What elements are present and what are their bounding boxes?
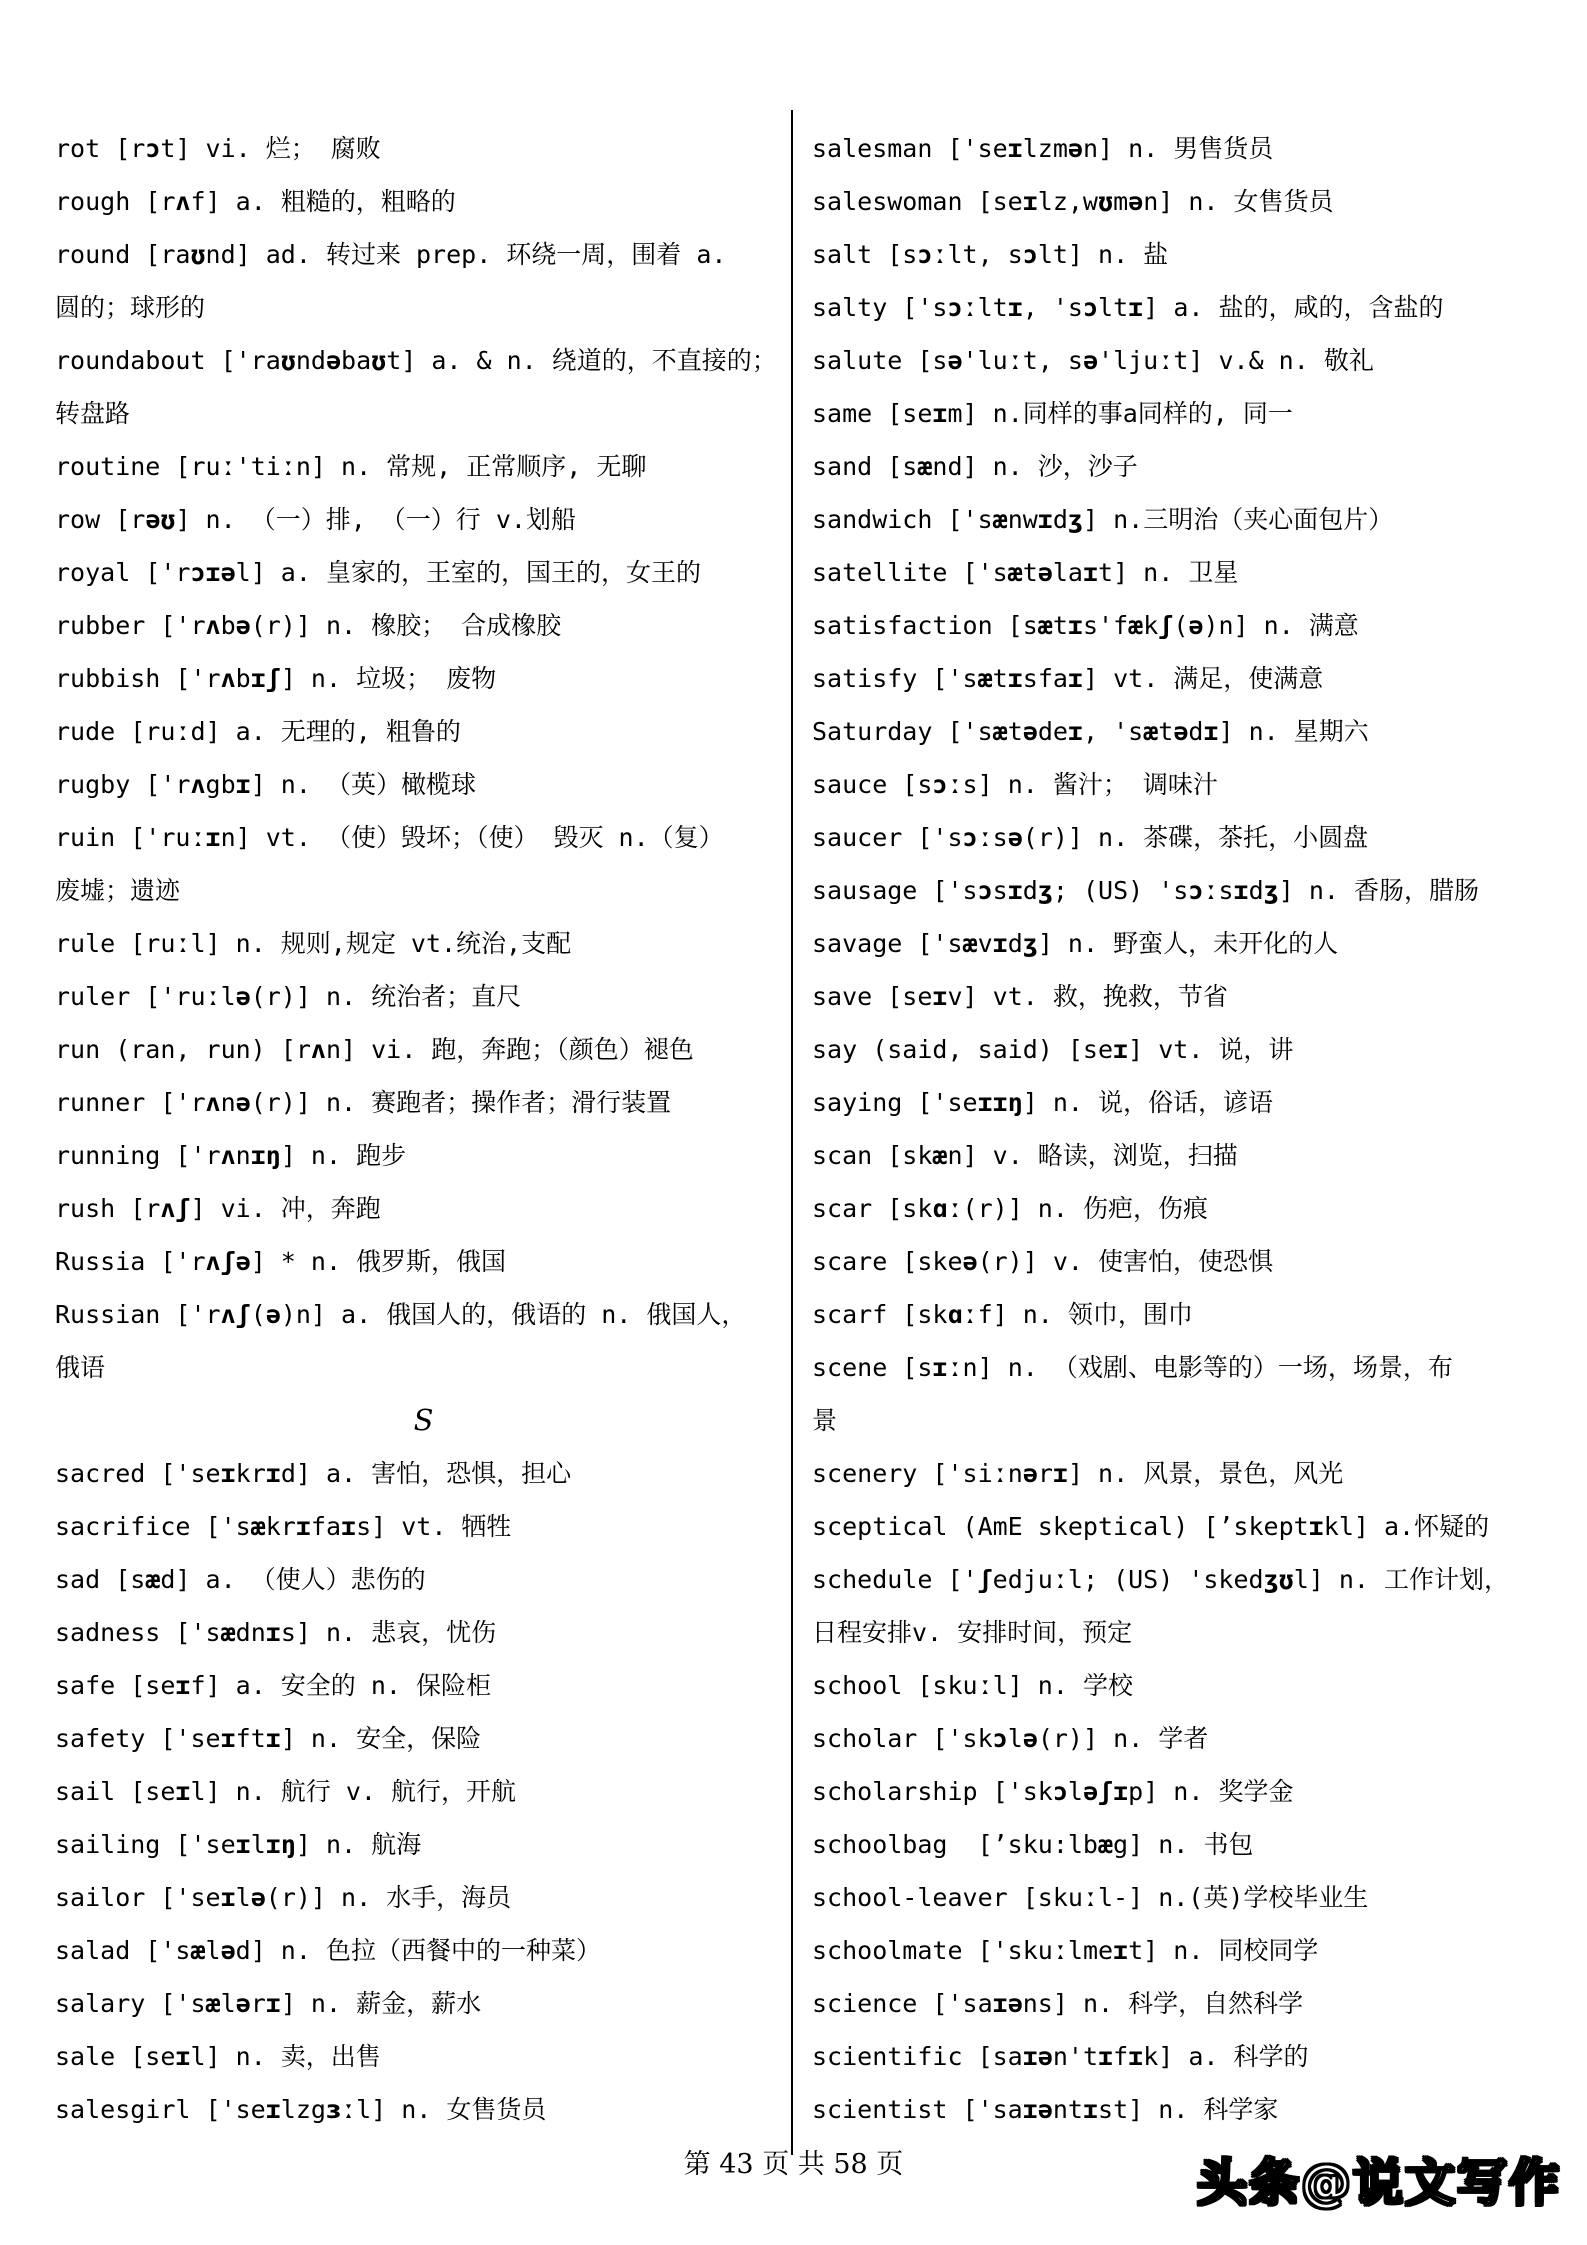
dict-entry-line: ruin ['ruːɪn] vt. （使）毁坏；（使） 毁灭 n.（复） xyxy=(55,823,724,852)
dict-entry-line: sand [sænd] n. 沙，沙子 xyxy=(812,452,1138,481)
dict-entry-line: sacred ['seɪkrɪd] a. 害怕，恐惧，担心 xyxy=(55,1459,572,1488)
dict-entry-line: satisfaction [sætɪs'fækʃ(ə)n] n. 满意 xyxy=(812,611,1359,640)
dict-entry-wrap-line: 废墟；遗迹 xyxy=(55,876,181,905)
dict-entry-line: round [raʊnd] ad. 转过来 prep. 环绕一周，围着 a. xyxy=(55,240,727,269)
dict-entry-line: rude [ruːd] a. 无理的, 粗鲁的 xyxy=(55,717,461,746)
dict-entry-line: royal ['rɔɪəl] a. 皇家的，王室的，国王的，女王的 xyxy=(55,558,701,587)
dict-entry-line: saucer ['sɔːsə(r)] n. 茶碟，茶托，小圆盘 xyxy=(812,823,1369,852)
dict-entry-line: salute [sə'luːt, sə'ljuːt] v.& n. 敬礼 xyxy=(812,346,1374,375)
dict-entry-line: Russian ['rʌʃ(ə)n] a. 俄国人的，俄语的 n. 俄国人， xyxy=(55,1300,747,1329)
dict-entry-line: run (ran, run) [rʌn] vi. 跑，奔跑；（颜色）褪色 xyxy=(55,1035,694,1064)
dict-entry-line: sandwich ['sænwɪdʒ] n.三明治（夹心面包片） xyxy=(812,505,1394,534)
dict-entry-line: scan [skæn] v. 略读，浏览，扫描 xyxy=(812,1141,1238,1170)
dict-entry-line: satellite ['sætəlaɪt] n. 卫星 xyxy=(812,558,1239,587)
dict-entry-line: sailor ['seɪlə(r)] n. 水手，海员 xyxy=(55,1883,512,1912)
dict-entry-line: sailing ['seɪlɪŋ] n. 航海 xyxy=(55,1830,422,1859)
dict-entry-line: salary ['sælərɪ] n. 薪金，薪水 xyxy=(55,1989,482,2018)
dict-entry-line: safety ['seɪftɪ] n. 安全，保险 xyxy=(55,1724,482,1753)
dict-entry-line: scene [sɪːn] n. （戏剧、电影等的）一场，场景，布 xyxy=(812,1353,1453,1382)
dict-entry-line: row [rəʊ] n. （一）排, （一）行 v.划船 xyxy=(55,505,576,534)
dict-entry-line: scholar ['skɔlə(r)] n. 学者 xyxy=(812,1724,1209,1753)
dict-entry-wrap-line: 景 xyxy=(812,1406,838,1435)
dict-entry-line: satisfy ['sætɪsfaɪ] vt. 满足，使满意 xyxy=(812,664,1324,693)
dict-entry-line: scholarship ['skɔləʃɪp] n. 奖学金 xyxy=(812,1777,1294,1806)
page-number-footer: 第 43 页 共 58 页 xyxy=(683,2149,904,2180)
dict-entry-line: say (said, said) [seɪ] vt. 说，讲 xyxy=(812,1035,1294,1064)
dict-entry-line: rubbish ['rʌbɪʃ] n. 垃圾； 废物 xyxy=(55,664,497,693)
dict-entry-line: rubber ['rʌbə(r)] n. 橡胶； 合成橡胶 xyxy=(55,611,562,640)
dict-entry-line: school [skuːl] n. 学校 xyxy=(812,1671,1133,1700)
dict-entry-line: sad [sæd] a. （使人）悲伤的 xyxy=(55,1565,426,1594)
dict-entry-line: Russia ['rʌʃə] * n. 俄罗斯，俄国 xyxy=(55,1247,507,1276)
dict-entry-line: routine [ruː'tiːn] n. 常规, 正常顺序, 无聊 xyxy=(55,452,647,481)
watermark: 头条@说文写作 xyxy=(1197,2154,1561,2212)
dict-entry-line: ruler ['ruːlə(r)] n. 统治者；直尺 xyxy=(55,982,522,1011)
dict-entry-line: schoolmate ['skuːlmeɪt] n. 同校同学 xyxy=(812,1936,1319,1965)
dict-entry-line: save [seɪv] vt. 救，挽救，节省 xyxy=(812,982,1228,1011)
right-column xyxy=(792,122,1587,2136)
dict-entry-line: salty ['sɔːltɪ, 'sɔltɪ] a. 盐的，咸的，含盐的 xyxy=(812,293,1444,322)
dict-entry-line: scenery ['siːnərɪ] n. 风景，景色，风光 xyxy=(812,1459,1344,1488)
dict-entry-line: sauce [sɔːs] n. 酱汁； 调味汁 xyxy=(812,770,1218,799)
dict-entry-line: scientist ['saɪəntɪst] n. 科学家 xyxy=(812,2095,1279,2124)
dict-entry-line: salad ['sæləd] n. 色拉（西餐中的一种菜） xyxy=(55,1936,601,1965)
dict-entry-line: rush [rʌʃ] vi. 冲，奔跑 xyxy=(55,1194,381,1223)
dict-entry-line: scarf [skɑːf] n. 领巾，围巾 xyxy=(812,1300,1193,1329)
dict-entry-line: roundabout ['raʊndəbaʊt] a. & n. 绕道的，不直接的； xyxy=(55,346,777,375)
dict-entry-line: rough [rʌf] a. 粗糙的，粗略的 xyxy=(55,187,456,216)
dict-entry-line: runner ['rʌnə(r)] n. 赛跑者；操作者；滑行装置 xyxy=(55,1088,672,1117)
dict-entry-wrap-line: 圆的；球形的 xyxy=(55,293,206,322)
dict-entry-line: schoolbag [’sku:lbæg] n. 书包 xyxy=(812,1830,1254,1859)
dict-entry-line: sausage ['sɔsɪdʒ; (US) 'sɔːsɪdʒ] n. 香肠，腊肠 xyxy=(812,876,1479,905)
dict-entry-line: salt [sɔːlt, sɔlt] n. 盐 xyxy=(812,240,1169,269)
dict-entry-line: sale [seɪl] n. 卖，出售 xyxy=(55,2042,381,2071)
dict-entry-line: sadness ['sædnɪs] n. 悲哀，忧伤 xyxy=(55,1618,497,1647)
dict-entry-line: savage ['sævɪdʒ] n. 野蛮人，未开化的人 xyxy=(812,929,1339,958)
dict-entry-line: sceptical (AmE skeptical) [’skeptɪkl] a.怀疑的 xyxy=(812,1512,1490,1541)
dict-entry-line: scientific [saɪən'tɪfɪk] a. 科学的 xyxy=(812,2042,1309,2071)
dict-entry-line: running ['rʌnɪŋ] n. 跑步 xyxy=(55,1141,407,1170)
dict-entry-line: salesman ['seɪlzmən] n. 男售货员 xyxy=(812,134,1274,163)
dict-entry-line: salesgirl ['seɪlzgɜːl] n. 女售货员 xyxy=(55,2095,547,2124)
dict-entry-line: same [seɪm] n.同样的事a同样的, 同一 xyxy=(812,399,1293,428)
dict-entry-line: sacrifice ['sækrɪfaɪs] vt. 牺牲 xyxy=(55,1512,512,1541)
dict-entry-line: sail [seɪl] n. 航行 v. 航行，开航 xyxy=(55,1777,516,1806)
dict-entry-line: scare [skeə(r)] v. 使害怕，使恐惧 xyxy=(812,1247,1273,1276)
dict-entry-line: science ['saɪəns] n. 科学，自然科学 xyxy=(812,1989,1304,2018)
column-divider-line xyxy=(791,110,793,2155)
dict-entry-line: rule [ruːl] n. 规则,规定 vt.统治,支配 xyxy=(55,929,572,958)
dict-entry-line: scar [skɑː(r)] n. 伤疤，伤痕 xyxy=(812,1194,1208,1223)
section-header-s: S xyxy=(413,1403,434,1437)
dict-entry-line: saying ['seɪɪŋ] n. 说，俗话，谚语 xyxy=(812,1088,1274,1117)
dict-entry-line: Saturday ['sætədeɪ, 'sætədɪ] n. 星期六 xyxy=(812,717,1369,746)
dict-entry-wrap-line: 转盘路 xyxy=(55,399,131,428)
dict-entry-line: safe [seɪf] a. 安全的 n. 保险柜 xyxy=(55,1671,491,1700)
dict-entry-wrap-line: 俄语 xyxy=(55,1353,106,1382)
dict-entry-line: rugby ['rʌgbɪ] n. （英）橄榄球 xyxy=(55,770,476,799)
dict-entry-line: school-leaver [skuːl-] n.(英)学校毕业生 xyxy=(812,1883,1369,1912)
dict-entry-line: schedule ['ʃedjuːl; (US) 'skedʒʊl] n. 工作计划， xyxy=(812,1565,1510,1594)
dict-entry-wrap-line: 日程安排v. 安排时间，预定 xyxy=(812,1618,1133,1647)
dict-entry-line: rot [rɔt] vi. 烂； 腐败 xyxy=(55,134,381,163)
dict-entry-line: saleswoman [seɪlz,wʊmən] n. 女售货员 xyxy=(812,187,1334,216)
left-column xyxy=(0,122,792,2136)
